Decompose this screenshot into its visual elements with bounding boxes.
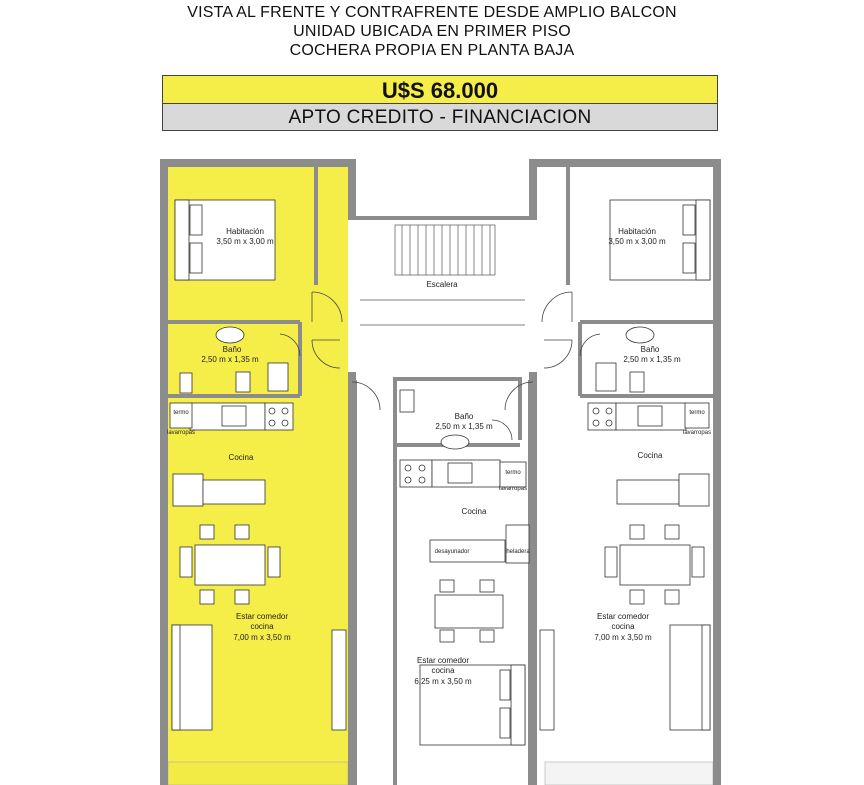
credit-banner: APTO CREDITO - FINANCIACION	[162, 104, 718, 131]
left-bedroom-dims: 3,50 m x 3,00 m	[216, 237, 274, 246]
kitchen-sink-icon	[222, 406, 246, 426]
center-bath-label: Baño	[454, 412, 474, 421]
right-living-sub: cocina	[611, 622, 635, 631]
right-bath-label: Baño	[640, 345, 660, 354]
bidet-icon	[268, 363, 288, 391]
left-kitchen-label: Cocina	[228, 453, 254, 462]
left-lavarropas-label: lavarropas	[166, 430, 196, 436]
right-lavarropas-label: lavarropas	[682, 430, 712, 436]
staircase	[360, 225, 525, 325]
breakfast-bar-label: desayunador	[434, 549, 470, 555]
right-kitchen-label: Cocina	[637, 451, 663, 460]
left-bath-dims: 2,50 m x 1,35 m	[201, 355, 259, 364]
center-living-sub: cocina	[431, 666, 455, 675]
header-line-1: VISTA AL FRENTE Y CONTRAFRENTE DESDE AMPLIO BALCON	[187, 4, 677, 21]
left-bath-label: Baño	[222, 345, 242, 354]
left-living-dims: 7,00 m x 3,50 m	[233, 633, 291, 642]
fridge-label: heladera	[506, 549, 530, 555]
fridge-icon	[506, 525, 529, 563]
stove-icon	[265, 403, 293, 430]
balcony-railings	[168, 762, 713, 785]
right-bedroom-dims: 3,50 m x 3,00 m	[608, 237, 666, 246]
toilet-icon	[236, 372, 250, 392]
center-living-dims: 6,25 m x 3,50 m	[414, 677, 472, 686]
right-living-label: Estar comedor	[596, 612, 650, 621]
right-living-dims: 7,00 m x 3,50 m	[594, 633, 652, 642]
dining-table	[195, 545, 265, 585]
header-line-2: UNIDAD UBICADA EN PRIMER PISO	[293, 23, 571, 40]
left-termo-label: termo	[173, 410, 189, 416]
center-lavarropas-label: lavarropas	[498, 486, 528, 492]
left-living-label: Estar comedor	[235, 612, 289, 621]
right-bedroom-label: Habitación	[618, 227, 656, 236]
right-bath-dims: 2,50 m x 1,35 m	[623, 355, 681, 364]
header-line-3: COCHERA PROPIA EN PLANTA BAJA	[289, 42, 575, 59]
center-termo-label: termo	[505, 470, 521, 476]
center-bath-dims: 2,50 m x 1,35 m	[435, 422, 493, 431]
center-living-label: Estar comedor	[416, 656, 470, 665]
window-frame	[332, 630, 346, 730]
price-banner: U$S 68.000	[162, 75, 718, 104]
right-unit-furniture	[540, 200, 710, 730]
left-bedroom-label: Habitación	[226, 227, 264, 236]
center-kitchen-label: Cocina	[461, 507, 487, 516]
stairs-label: Escalera	[426, 280, 458, 289]
sink-icon	[216, 327, 244, 343]
right-termo-label: termo	[689, 410, 705, 416]
left-living-sub: cocina	[250, 622, 274, 631]
